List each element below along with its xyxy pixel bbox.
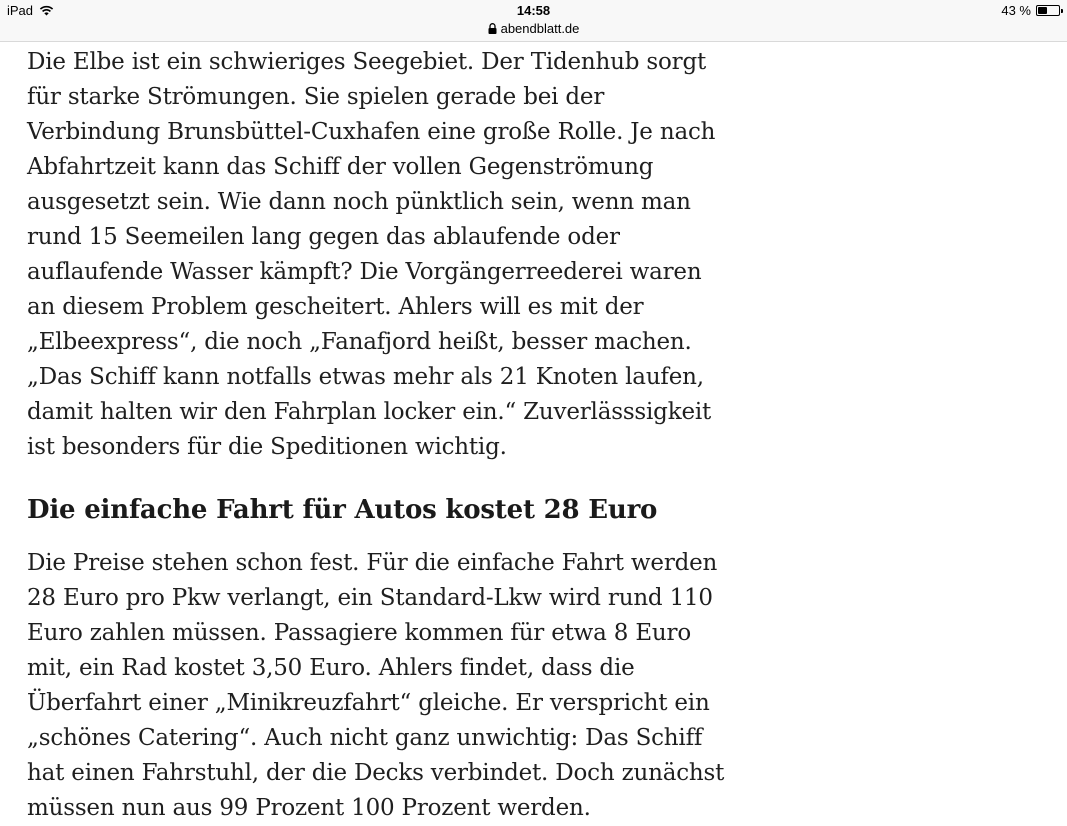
article-paragraph-1: Die Elbe ist ein schwieriges Seegebiet. Der Tidenhub sorgt für starke Strömungen. Sie spielen gerade bei der Verbindung Brunsbüttel-Cuxhafen eine große Rolle. Je nach Abfahrtzeit kann das Schiff der vollen Gegenströmung ausgesetzt sein. Wie dann noch pünktlich sein, wenn man rund 15 Seemeilen lang gegen das ablaufende oder auflaufende Wasser kämpft? Die Vorgängerreederei waren an diesem Problem gescheitert. Ahlers will es mit der „Elbeexpress“, die noch „Fanafjord heißt, besser machen. „Das Schiff kann notfalls etwas mehr als 21 Knoten laufen, damit halten wir den Fahrplan locker ein.“ Zuverlässsigkeit ist besonders für die Speditionen wichtig. — [27, 49, 716, 460]
battery-fill — [1038, 7, 1047, 14]
status-bar — [0, 0, 1067, 42]
battery-percent: 43 % — [1001, 3, 1031, 18]
article-subheading: Die einfache Fahrt für Autos kostet 28 Euro — [27, 495, 658, 525]
battery-cap — [1061, 9, 1063, 13]
device-name: iPad — [7, 3, 34, 18]
clock: 14:58 — [516, 3, 551, 18]
article-paragraph-2: Die Preise stehen schon fest. Für die einfache Fahrt werden 28 Euro pro Pkw verlangt, ein Standard-Lkw wird rund 110 Euro zahlen müssen. Passagiere kommen für etwa 8 Euro mit, ein Rad kostet 3,50 Euro. Ahlers findet, dass die Überfahrt einer „Minikreuzfahrt“ gleiche. Er verspricht ein „schönes Catering“. Auch nicht ganz unwichtig: Das Schiff hat einen Fahrstuhl, der die Decks verbindet. Doch zunächst müssen nun aus 99 Prozent 100 Prozent werden. — [27, 550, 725, 821]
battery-icon — [1036, 5, 1060, 16]
article-body — [27, 45, 727, 826]
url-text[interactable]: abendblatt.de — [500, 21, 580, 36]
status-right — [1001, 3, 1060, 18]
lock-icon — [488, 23, 497, 34]
address-bar[interactable] — [0, 21, 1067, 36]
